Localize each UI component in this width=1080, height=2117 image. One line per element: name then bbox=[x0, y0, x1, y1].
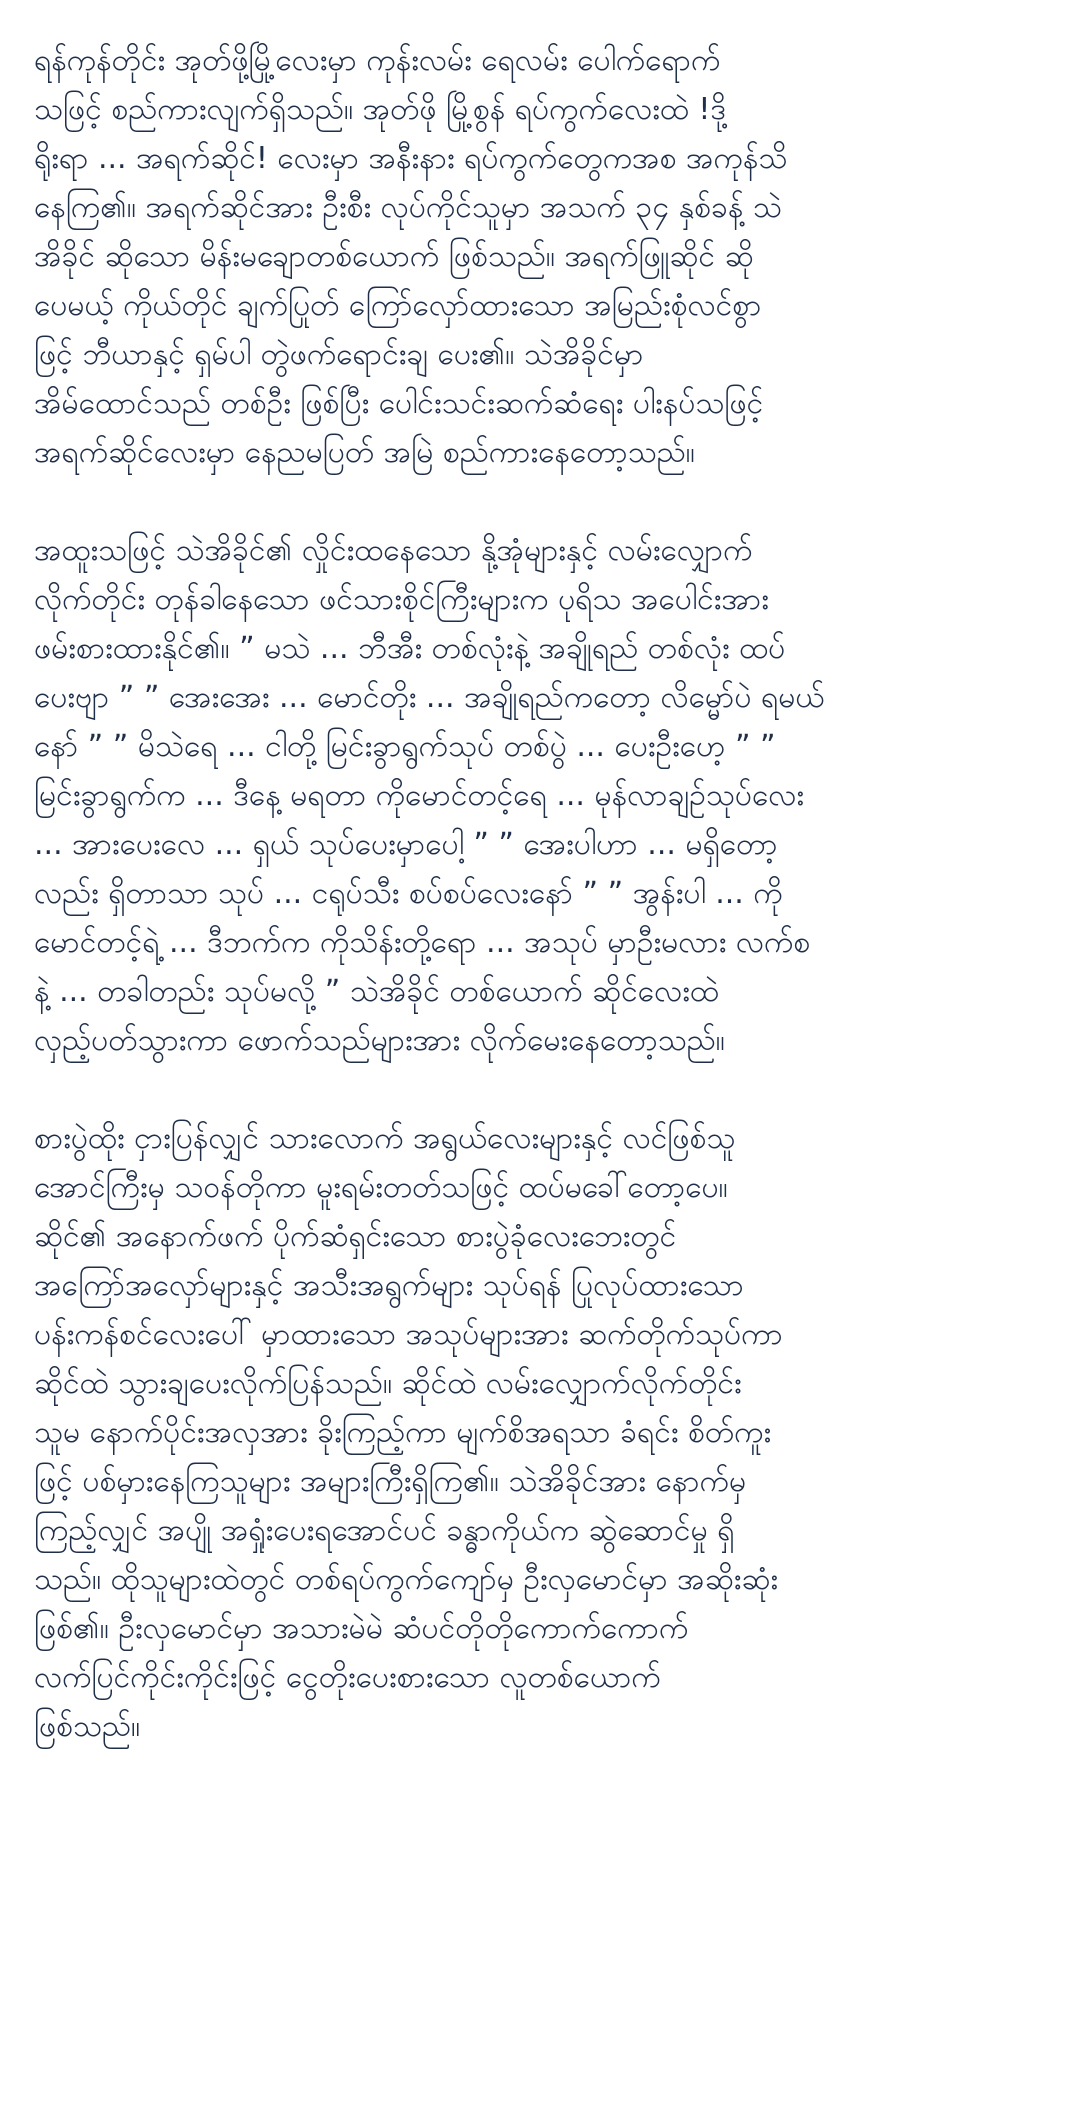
paragraph-2: အထူးသဖြင့် သဲအိခိုင်၏ လှိုင်းထနေသော နို့အုံများနှင့် လမ်းလျှောက် လိုက်တိုင်း တုန်ခါနေသော ဖင်သားစိုင်ကြီးများက ပုရိသ အပေါင်းအား ဖမ်းစားထားနိုင်၏။ ” မသဲ ... ဘီအီး တစ်လုံးနဲ့ အချိုရည် တစ်လုံး ထပ် ပေးဗျာ ” ” အေးအေး ... မောင်တိုး ... အချိုရည်ကတော့ လိမ္မော်ပဲ ရမယ် နော် ” ” မိသဲရေ ... ငါတို့ မြင်းခွာရွက်သုပ် တစ်ပွဲ ... ပေးဦးဟေ့ ” ” မြင်းခွာရွက်က ... ဒီနေ့ မရတာ ကိုမောင်တင့်ရေ ... မုန်လာချဉ်သုပ်လေး ... အားပေးလေ ... ရှယ် သုပ်ပေးမှာပေါ့ ” ” အေးပါဟာ ... မရှိတော့ လည်း ရှိတာသာ သုပ် ... ငရုပ်သီး စပ်စပ်လေးနော် ” ” အွန်းပါ ... ကို မောင်တင့်ရဲ့ ... ဒီဘက်က ကိုသိန်းတို့ရော ... အသုပ် မှာဦးမလား လက်စ နဲ့ ... တခါတည်း သုပ်မလို့ ” သဲအိခိုင် တစ်ယောက် ဆိုင်လေးထဲ လှည့်ပတ်သွားကာ ဖောက်သည်များအား လိုက်မေးနေတော့သည်။ bbox=[34, 533, 825, 1058]
paragraph-1: ရန်ကုန်တိုင်း အုတ်ဖို့မြို့လေးမှာ ကုန်းလမ်း ရေလမ်း ပေါက်ရောက် သဖြင့် စည်ကားလျက်ရှိသည်။ အုတ်ဖို မြို့စွန် ရပ်ကွက်လေးထဲ !ဒို့ ရိုးရာ ... အရက်ဆိုင်! လေးမှာ အနီးနား ရပ်ကွက်တွေကအစ အကုန်သိ နေကြ၏။ အရက်ဆိုင်အား ဦးစီး လုပ်ကိုင်သူမှာ အသက် ၃၄ နှစ်ခန့် သဲ အိခိုင် ဆိုသော မိန်းမချောတစ်ယောက် ဖြစ်သည်။ အရက်ဖြူဆိုင် ဆို ပေမယ့် ကိုယ်တိုင် ချက်ပြုတ် ကြော်လှော်ထားသော အမြည်းစုံလင်စွာ ဖြင့် ဘီယာနှင့် ရှမ်ပါ တွဲဖက်ရောင်းချ ပေး၏။ သဲအိခိုင်မှာ အိမ်ထောင်သည် တစ်ဦး ဖြစ်ပြီး ပေါင်းသင်းဆက်ဆံရေး ပါးနပ်သဖြင့် အရက်ဆိုင်လေးမှာ နေညမပြတ် အမြဲ စည်ကားနေတော့သည်။ bbox=[34, 43, 788, 470]
article-body bbox=[34, 36, 1054, 1751]
paragraph-3: စားပွဲထိုး ငှားပြန်လျှင် သားလောက် အရွယ်လေးများနှင့် လင်ဖြစ်သူ အောင်ကြီးမှ သဝန်တိုကာ မူးရမ်းတတ်သဖြင့် ထပ်မခေါ်တော့ပေ။ ဆိုင်၏ အနောက်ဖက် ပိုက်ဆံရှင်းသော စားပွဲခုံလေးဘေးတွင် အကြော်အလှော်များနှင့် အသီးအရွက်များ သုပ်ရန် ပြုလုပ်ထားသော ပန်းကန်စင်လေးပေါ် မှာထားသော အသုပ်များအား ဆက်တိုက်သုပ်ကာ ဆိုင်ထဲ သွားချပေးလိုက်ပြန်သည်။ ဆိုင်ထဲ လမ်းလျှောက်လိုက်တိုင်း သူမ နောက်ပိုင်းအလှအား ခိုးကြည့်ကာ မျက်စိအရသာ ခံရင်း စိတ်ကူး ဖြင့် ပစ်မှားနေကြသူများ အများကြီးရှိကြ၏။ သဲအိခိုင်အား နောက်မှ ကြည့်လျှင် အပျို အရှုံးပေးရအောင်ပင် ခန္ဓာကိုယ်က ဆွဲဆောင်မှု ရှိ သည်။ ထိုသူများထဲတွင် တစ်ရပ်ကွက်ကျော်မှ ဦးလှမောင်မှာ အဆိုးဆုံး ဖြစ်၏။ ဦးလှမောင်မှာ အသားမဲမဲ ဆံပင်တိုတိုကောက်ကောက် လက်ပြင်ကိုင်းကိုင်းဖြင့် ငွေတိုးပေးစားသော လူတစ်ယောက် ဖြစ်သည်။ bbox=[34, 1121, 783, 1744]
